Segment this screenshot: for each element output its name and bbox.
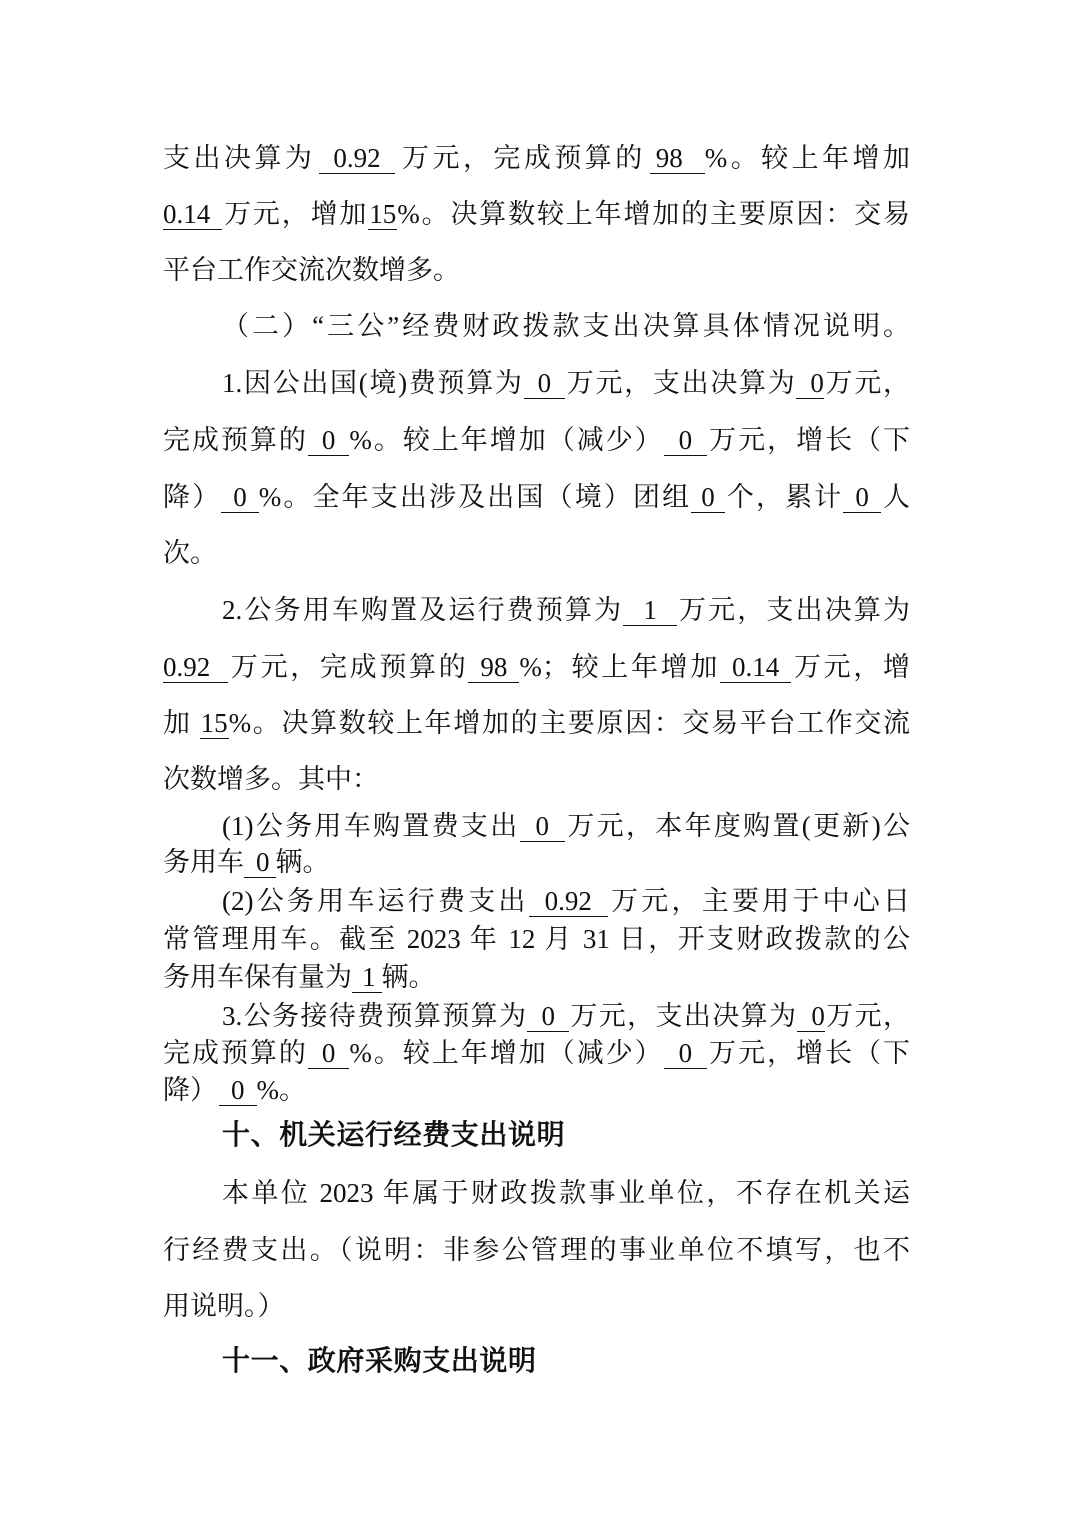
underlined-value: 0 [524,368,566,399]
item2-line-1 [222,590,910,630]
item3-line-1 [222,996,910,1036]
text-segment: 完成预算的 [163,1038,308,1068]
text-segment: 用说明。） [163,1291,285,1321]
item1-line-3 [163,477,910,517]
text-segment: 加 [163,708,192,738]
underlined-value: 0.92 [529,886,608,917]
text-segment: 3.公务接待费预算预算为 [222,1001,528,1031]
text-segment: %。决算数较上年增加的主要原因：交易 [397,199,910,229]
text-segment: 万元，本年度购置(更新)公 [565,811,911,841]
subheading-2 [222,306,910,346]
underlined-value: 0 [221,482,259,513]
heading-text: 十、机关运行经费支出说明 [222,1120,566,1151]
underlined-value: 0.92 [163,652,228,683]
underlined-value: 0 [219,1075,257,1106]
item2-1-line-2 [163,842,910,882]
text-segment: 个，累计 [724,482,844,512]
text-segment: 辆。 [275,847,330,877]
subheading-text: （二）“三公”经费财政拨款支出决算具体情况说明。 [222,311,910,341]
text-segment: 万元，完成预算的 [228,652,469,682]
item2-2-line-1 [222,881,910,921]
text-segment: 支出决算为 [163,143,316,173]
item2-2-line-3 [163,957,910,997]
underlined-value: 0 [843,482,881,513]
section-heading-10 [222,1116,910,1156]
item2-line-4 [163,759,910,799]
text-segment: 完成预算的 [163,425,308,455]
item1-line-2 [163,420,910,460]
text-segment: 降） [163,1075,217,1105]
underlined-value: 0 [308,425,350,456]
underlined-value: 98 [650,143,705,174]
underlined-value: 98 [468,652,519,683]
text-segment: 平台工作交流次数增多。 [163,255,460,285]
text-segment: 万元，支出决算为 [676,595,911,625]
text-segment: 万元，支出决算为 [568,1001,798,1031]
item1-line-4 [163,533,910,573]
item2-line-2 [163,647,910,687]
item1-line-1 [222,363,910,403]
text-segment: %。较上年增加 [704,143,911,173]
underlined-value: 0 [520,811,566,842]
item3-line-3 [163,1070,910,1110]
underlined-value: 0 [796,368,824,399]
cont-line-3 [163,250,910,290]
underlined-value: 1 [623,595,677,626]
underlined-value: 0 [664,1038,708,1069]
section-heading-11 [222,1342,910,1382]
text-segment: %。较上年增加（减少） [349,425,664,455]
underlined-value: 0.14 [720,652,791,683]
underlined-value: 15 [369,199,397,229]
text-segment: 万元，增加 [222,199,369,229]
cont-line-1 [163,138,910,178]
text-segment: (2)公务用车运行费支出 [222,886,529,916]
text-segment: 万元，增 [791,652,911,682]
text-segment: 次。 [163,538,217,568]
text-segment: 万元， [823,368,911,398]
underlined-value: 0 [244,847,276,878]
underlined-value: 0.92 [319,143,394,174]
text-segment: 务用车 [163,847,244,877]
underlined-value: 0 [308,1038,350,1069]
text-segment: %。 [256,1075,306,1105]
text-segment: %；较上年增加 [519,652,721,682]
underlined-value: 1 [352,962,382,993]
item2-2-line-2 [163,919,910,959]
text-segment: %。全年支出涉及出国（境）团组 [258,482,692,512]
underlined-value: 0 [664,425,708,456]
text-segment: 万元，支出决算为 [565,368,797,398]
text-segment: 万元，增长（下 [707,1038,911,1068]
item2-line-3 [163,703,910,743]
underlined-value: 0.14 [163,199,222,230]
para10-line-1 [222,1173,910,1213]
text-segment: 务用车保有量为 [163,962,352,992]
text-segment: 万元，完成预算的 [398,143,646,173]
text-segment: 辆。 [381,962,436,992]
underlined-value: 0 [797,1001,825,1032]
text-segment: 1.因公出国(境)费预算为 [222,368,524,398]
text-segment: 万元， [824,1001,911,1031]
heading-text: 十一、政府采购支出说明 [222,1346,537,1377]
para10-line-3 [163,1286,910,1326]
text-segment: 次数增多。其中： [163,764,379,794]
underlined-value: 0 [527,1001,569,1032]
text-segment: 2.公务用车购置及运行费预算为 [222,595,624,625]
para10-line-2 [163,1230,910,1270]
item3-line-2 [163,1033,910,1073]
text-segment: 万元，增长（下 [707,425,911,455]
text-segment: 降） [163,482,222,512]
item2-1-line-1 [222,806,910,846]
text-segment: %。较上年增加（减少） [349,1038,664,1068]
underlined-value: 15 [200,708,228,738]
text-segment: 常管理用车。截至 2023 年 12 月 31 日，开支财政拨款的公 [163,924,910,954]
cont-line-2 [163,194,910,234]
text-segment: 人 [880,482,911,512]
text-segment: 行经费支出。（说明：非参公管理的事业单位不填写，也不 [163,1235,910,1265]
text-segment: 本单位 2023 年属于财政拨款事业单位，不存在机关运 [222,1178,910,1208]
underlined-value: 0 [691,482,725,513]
text-segment: (1)公务用车购置费支出 [222,811,520,841]
text-segment: 万元，主要用于中心日 [607,886,911,916]
text-segment: %。决算数较上年增加的主要原因：交易平台工作交流 [228,708,911,738]
